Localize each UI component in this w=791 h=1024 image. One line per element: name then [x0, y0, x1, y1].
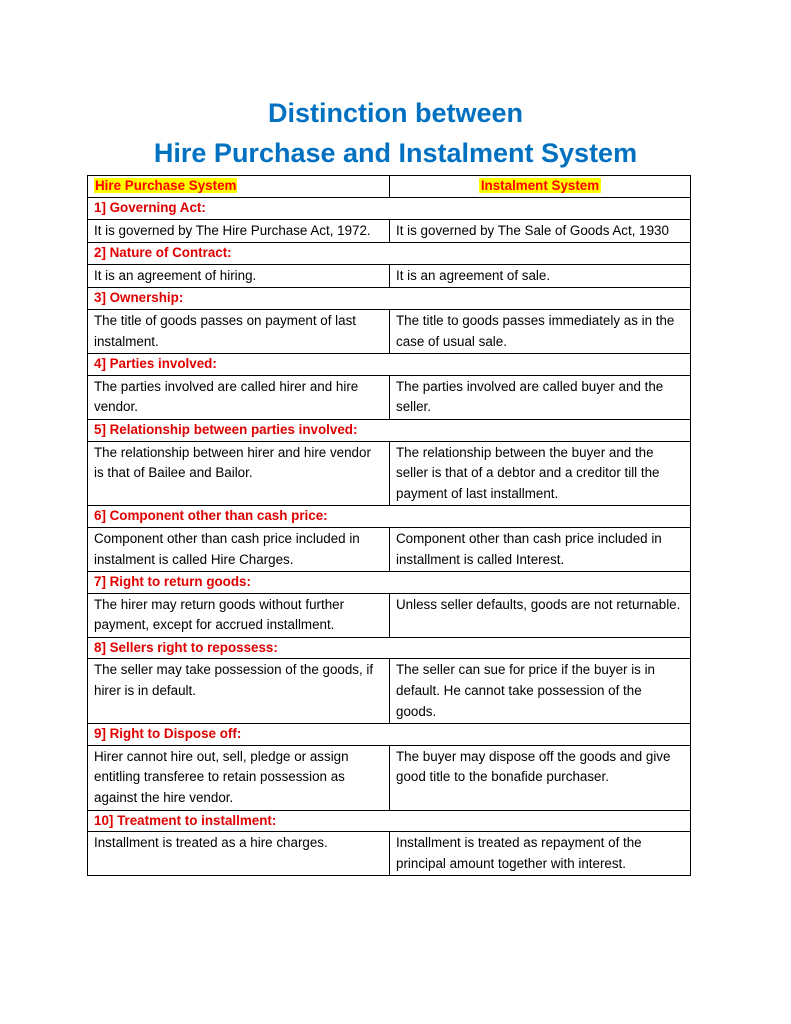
- instalment-cell: The buyer may dispose off the goods and give good title to the bonafide purchaser.: [390, 745, 691, 810]
- instalment-cell: The seller can sue for price if the buyer is in default. He cannot take possession of the goods.: [390, 659, 691, 724]
- hire-purchase-cell: The relationship between hirer and hire vendor is that of Bailee and Bailor.: [88, 441, 390, 506]
- hire-purchase-cell: The title of goods passes on payment of last instalment.: [88, 309, 390, 353]
- section-heading-row: [88, 506, 691, 528]
- section-heading: 3] Ownership:: [88, 288, 691, 310]
- instalment-cell: It is an agreement of sale.: [390, 264, 691, 288]
- table-row: [88, 659, 691, 724]
- section-heading: 7] Right to return goods:: [88, 572, 691, 594]
- hire-purchase-cell: It is governed by The Hire Purchase Act, 1972.: [88, 219, 390, 243]
- section-heading: 1] Governing Act:: [88, 198, 691, 220]
- table-header-row: [88, 176, 691, 198]
- section-heading: 4] Parties involved:: [88, 354, 691, 376]
- instalment-cell: Component other than cash price included in installment is called Interest.: [390, 527, 691, 571]
- comparison-table: [87, 175, 691, 876]
- table-row: [88, 309, 691, 353]
- header-instalment: [390, 176, 691, 198]
- header-hire-purchase-label: Hire Purchase System: [95, 178, 237, 193]
- table-row: [88, 375, 691, 419]
- table-row: [88, 219, 691, 243]
- header-hire-purchase: [88, 176, 390, 198]
- section-heading: 10] Treatment to installment:: [88, 810, 691, 832]
- table-row: [88, 527, 691, 571]
- hire-purchase-cell: Installment is treated as a hire charges.: [88, 832, 390, 876]
- hire-purchase-cell: It is an agreement of hiring.: [88, 264, 390, 288]
- hire-purchase-cell: The hirer may return goods without further payment, except for accrued installment.: [88, 593, 390, 637]
- section-heading-row: [88, 810, 691, 832]
- section-heading: 9] Right to Dispose off:: [88, 724, 691, 746]
- instalment-cell: It is governed by The Sale of Goods Act, 1930: [390, 219, 691, 243]
- table-row: [88, 593, 691, 637]
- hire-purchase-cell: The parties involved are called hirer and hire vendor.: [88, 375, 390, 419]
- section-heading-row: [88, 637, 691, 659]
- section-heading-row: [88, 198, 691, 220]
- page-title-line-1: Distinction between: [267, 98, 524, 128]
- section-heading: 6] Component other than cash price:: [88, 506, 691, 528]
- section-heading: 8] Sellers right to repossess:: [88, 637, 691, 659]
- section-heading: 5] Relationship between parties involved:: [88, 419, 691, 441]
- instalment-cell: The relationship between the buyer and the seller is that of a debtor and a creditor till the payment of last installment.: [390, 441, 691, 506]
- table-row: [88, 264, 691, 288]
- instalment-cell: Installment is treated as repayment of the principal amount together with interest.: [390, 832, 691, 876]
- section-heading: 2] Nature of Contract:: [88, 243, 691, 265]
- section-heading-row: [88, 354, 691, 376]
- instalment-cell: The title to goods passes immediately as in the case of usual sale.: [390, 309, 691, 353]
- hire-purchase-cell: Hirer cannot hire out, sell, pledge or assign entitling transferee to retain possession as against the hire vendor.: [88, 745, 390, 810]
- hire-purchase-cell: Component other than cash price included in instalment is called Hire Charges.: [88, 527, 390, 571]
- hire-purchase-cell: The seller may take possession of the goods, if hirer is in default.: [88, 659, 390, 724]
- instalment-cell: Unless seller defaults, goods are not returnable.: [390, 593, 691, 637]
- page-title-line-2: Hire Purchase and Instalment System: [153, 138, 638, 168]
- instalment-cell: The parties involved are called buyer and the seller.: [390, 375, 691, 419]
- section-heading-row: [88, 243, 691, 265]
- section-heading-row: [88, 419, 691, 441]
- section-heading-row: [88, 288, 691, 310]
- section-heading-row: [88, 724, 691, 746]
- section-heading-row: [88, 572, 691, 594]
- table-row: [88, 441, 691, 506]
- table-row: [88, 745, 691, 810]
- table-row: [88, 832, 691, 876]
- header-instalment-label: Instalment System: [480, 178, 600, 193]
